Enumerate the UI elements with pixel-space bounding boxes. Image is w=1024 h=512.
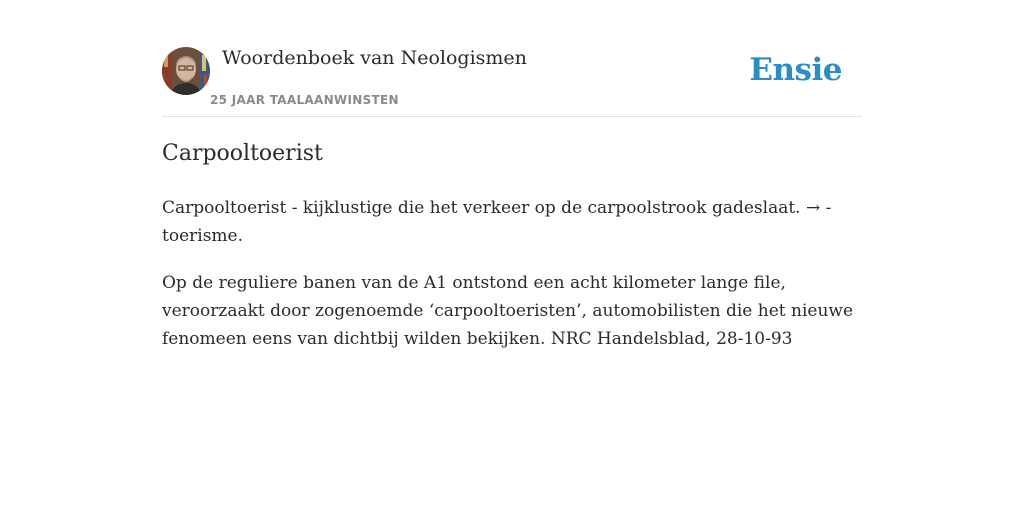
- ensie-logo-link[interactable]: Ensie: [749, 52, 842, 88]
- blog-subtitle: 25 JAAR TAALAANWINSTEN: [210, 93, 399, 107]
- author-avatar[interactable]: [162, 47, 210, 95]
- entry-content: [162, 138, 862, 353]
- author-portrait-icon: [162, 47, 210, 95]
- entry-body: [162, 194, 862, 353]
- blog-header: [162, 46, 862, 117]
- entry-title: Carpooltoerist: [162, 141, 323, 166]
- entry-quote: Op de reguliere banen van de A1 ontstond een acht kilometer lange file, veroorzaakt door zogenoemde ‘carpooltoeristen’, automobilisten die het nieuwe fenomeen eens van dichtbij wilden bekijken. NRC Handelsblad, 28-10-93: [162, 273, 854, 349]
- entry-definition: Carpooltoerist - kijklustige die het verkeer op de carpoolstrook gadeslaat. → -toerisme.: [162, 198, 832, 246]
- blog-title-link[interactable]: Woordenboek van Neologismen: [222, 47, 527, 69]
